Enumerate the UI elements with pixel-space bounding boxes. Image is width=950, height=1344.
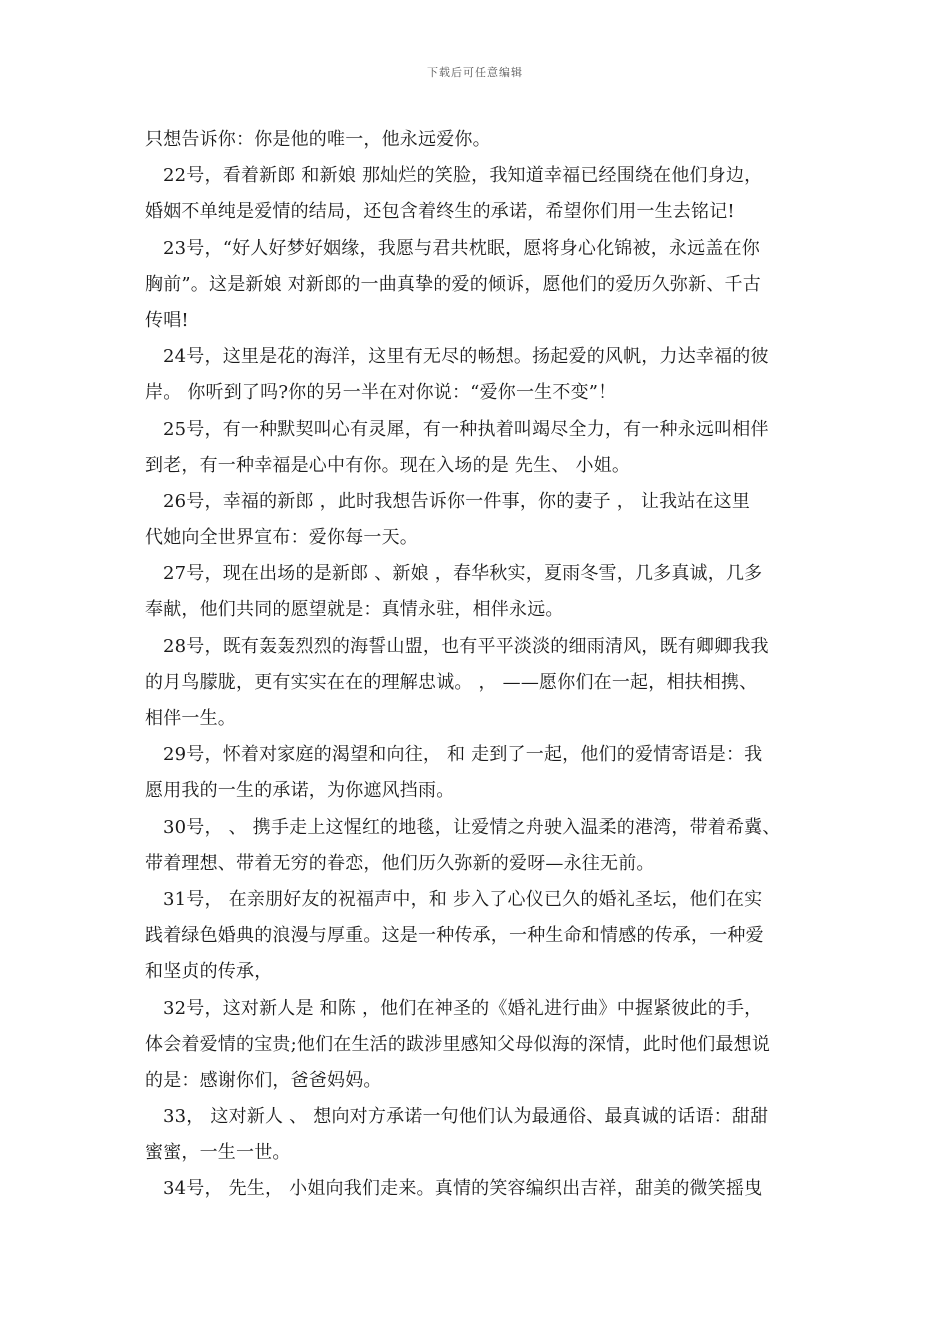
text-line: 岸。 你听到了吗?你的另一半在对你说：“爱你一生不变”！ — [145, 382, 617, 404]
text-line: 29号，怀着对家庭的渴望和向往， 和 走到了一起，他们的爱情寄语是：我 — [163, 744, 763, 766]
text-line: 24号，这里是花的海洋，这里有无尽的畅想。扬起爱的风帆，力达幸福的彼 — [163, 346, 769, 368]
text-line: 25号，有一种默契叫心有灵犀，有一种执着叫竭尽全力，有一种永远叫相伴 — [163, 418, 769, 440]
text-line: 相伴一生。 — [145, 708, 236, 729]
text-line: 的月鸟朦胧，更有实实在在的理解忠诚。 ， ——愿你们在一起，相扶相携、 — [145, 671, 758, 693]
text-line: 和坚贞的传承， — [145, 961, 273, 983]
text-line: 只想告诉你：你是他的唯一，他永远爱你。 — [145, 129, 491, 150]
text-line: 32号，这对新人是 和陈 ，他们在神圣的《婚礼进行曲》中握紧彼此的手， — [163, 997, 763, 1019]
header-note: 下载后可任意编辑 — [427, 66, 523, 79]
text-line: 30号， 、 携手走上这惺红的地毯，让爱情之舟驶入温柔的港湾，带着希冀、 — [163, 816, 781, 838]
text-line: 代她向全世界宣布：爱你每一天。 — [145, 527, 418, 549]
text-line: 婚姻不单纯是爱情的结局，还包含着终生的承诺，希望你们用一生去铭记! — [145, 201, 735, 223]
text-line: 28号，既有轰轰烈烈的海誓山盟，也有平平淡淡的细雨清风，既有卿卿我我 — [163, 635, 769, 657]
text-line: 27号，现在出场的是新郎 、新娘 ，春华秋实，夏雨冬雪，几多真诚，几多 — [163, 563, 763, 585]
text-line: 践着绿色婚典的浪漫与厚重。这是一种传承，一种生命和情感的传承，一种爱 — [145, 925, 764, 947]
text-line: 31号， 在亲朋好友的祝福声中，和 步入了心仪已久的婚礼圣坛，他们在实 — [163, 888, 763, 910]
text-line: 到老，有一种幸福是心中有你。现在入场的是 先生、 小姐。 — [145, 454, 631, 476]
text-line: 带着理想、带着无穷的眷恋，他们历久弥新的爱呀—永往无前。 — [145, 852, 655, 874]
text-line: 奉献，他们共同的愿望就是：真情永驻，相伴永远。 — [145, 599, 564, 621]
text-line: 体会着爱情的宝贵;他们在生活的跋涉里感知父母似海的深情，此时他们最想说 — [145, 1033, 771, 1055]
text-line: 的是：感谢你们，爸爸妈妈。 — [145, 1069, 382, 1091]
text-line: 蜜蜜，一生一世。 — [145, 1142, 291, 1164]
text-line: 34号， 先生， 小姐向我们走来。真情的笑容编织出吉祥，甜美的微笑摇曳 — [163, 1178, 763, 1200]
text-line: 33， 这对新人 、 想向对方承诺一句他们认为最通俗、最真诚的话语：甜甜 — [163, 1106, 769, 1128]
text-line: 22号，看着新郎 和新娘 那灿烂的笑脸，我知道幸福已经围绕在他们身边， — [163, 165, 763, 187]
text-line: 23号，“好人好梦好姻缘，我愿与君共枕眠，愿将身心化锦被，永远盖在你 — [163, 237, 760, 259]
document-body — [145, 122, 825, 1208]
text-line: 胸前”。这是新娘 对新郎的一曲真挚的爱的倾诉，愿他们的爱历久弥新、千古 — [145, 273, 761, 295]
text-line: 愿用我的一生的承诺，为你遮风挡雨。 — [145, 780, 455, 802]
text-line: 26号，幸福的新郎 ，此时我想告诉你一件事，你的妻子 ， 让我站在这里 — [163, 490, 751, 512]
text-line: 传唱! — [145, 309, 189, 331]
